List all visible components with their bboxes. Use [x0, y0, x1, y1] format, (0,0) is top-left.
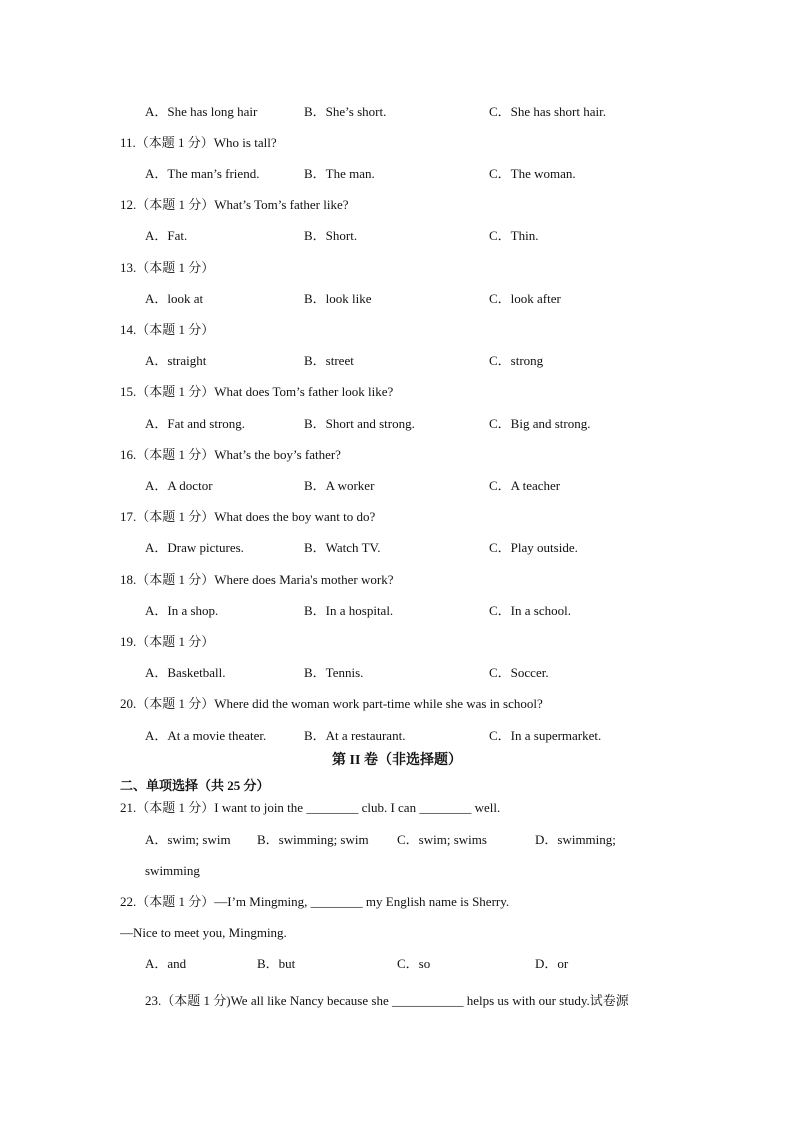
q21-option-c: C．swim; swims	[397, 832, 487, 847]
q18-option-c: C．In a school.	[489, 603, 571, 618]
q14-option-b: B．street	[304, 353, 354, 368]
q22-option-b: B．but	[257, 956, 296, 971]
q10-option-b: B．She’s short.	[304, 104, 387, 119]
q14-option-a: A．straight	[145, 353, 207, 368]
q22-option-c: C．so	[397, 956, 431, 971]
q12-stem: 12.（本题 1 分）What’s Tom’s father like?	[120, 197, 349, 212]
q10-option-c: C．She has short hair.	[489, 104, 606, 119]
q15-option-a: A．Fat and strong.	[145, 416, 246, 431]
q22-option-d: D．or	[535, 956, 569, 971]
q18-option-b: B．In a hospital.	[304, 603, 394, 618]
q20-stem: 20.（本题 1 分）Where did the woman work part-time while she was in school?	[120, 696, 543, 711]
q15-option-b: B．Short and strong.	[304, 416, 415, 431]
q21-option-d-continued: swimming	[145, 863, 200, 878]
q15-stem: 15.（本题 1 分）What does Tom’s father look like?	[120, 384, 394, 399]
q18-option-a: A．In a shop.	[145, 603, 219, 618]
q21-stem: 21.（本题 1 分）I want to join the ________ club. I can ________ well.	[120, 800, 501, 815]
q15-option-c: C．Big and strong.	[489, 416, 591, 431]
q11-option-b: B．The man.	[304, 166, 375, 181]
q18-stem: 18.（本题 1 分）Where does Maria's mother work?	[120, 572, 394, 587]
q13-option-a: A．look at	[145, 291, 204, 306]
q21-option-a: A．swim; swim	[145, 832, 231, 847]
q16-stem: 16.（本题 1 分）What’s the boy’s father?	[120, 447, 341, 462]
q22-option-a: A．and	[145, 956, 187, 971]
q12-option-a: A．Fat.	[145, 228, 188, 243]
q10-option-a: A．She has long hair	[145, 104, 258, 119]
q12-option-c: C．Thin.	[489, 228, 539, 243]
q22-stem: 22.（本题 1 分）—I’m Mingming, ________ my English name is Sherry.	[120, 894, 510, 909]
section2-heading: 二、单项选择（共 25 分）	[120, 778, 270, 793]
q11-stem: 11.（本题 1 分）Who is tall?	[120, 135, 277, 150]
q17-option-b: B．Watch TV.	[304, 540, 381, 555]
q20-option-c: C．In a supermarket.	[489, 728, 602, 743]
q23-stem: 23.（本题 1 分)We all like Nancy because she ___________ helps us with our study.试卷源	[145, 993, 629, 1008]
q16-option-a: A．A doctor	[145, 478, 213, 493]
q14-stem: 14.（本题 1 分）	[120, 322, 215, 337]
q16-option-b: B．A worker	[304, 478, 375, 493]
q19-stem: 19.（本题 1 分）	[120, 634, 215, 649]
part2-title: 第 II 卷（非选择题）	[332, 753, 462, 768]
q13-option-c: C．look after	[489, 291, 561, 306]
q13-option-b: B．look like	[304, 291, 372, 306]
q13-stem: 13.（本题 1 分）	[120, 260, 215, 275]
q20-option-a: A．At a movie theater.	[145, 728, 267, 743]
q17-option-c: C．Play outside.	[489, 540, 578, 555]
q17-stem: 17.（本题 1 分）What does the boy want to do?	[120, 509, 376, 524]
q11-option-c: C．The woman.	[489, 166, 576, 181]
q12-option-b: B．Short.	[304, 228, 358, 243]
q21-option-b: B．swimming; swim	[257, 832, 369, 847]
q19-option-a: A．Basketball.	[145, 665, 226, 680]
q17-option-a: A．Draw pictures.	[145, 540, 244, 555]
q20-option-b: B．At a restaurant.	[304, 728, 406, 743]
q16-option-c: C．A teacher	[489, 478, 561, 493]
q14-option-c: C．strong	[489, 353, 544, 368]
q22-stem-reply: —Nice to meet you, Mingming.	[120, 925, 287, 940]
q21-option-d: D．swimming;	[535, 832, 616, 847]
q11-option-a: A．The man’s friend.	[145, 166, 260, 181]
q19-option-b: B．Tennis.	[304, 665, 364, 680]
q19-option-c: C．Soccer.	[489, 665, 549, 680]
